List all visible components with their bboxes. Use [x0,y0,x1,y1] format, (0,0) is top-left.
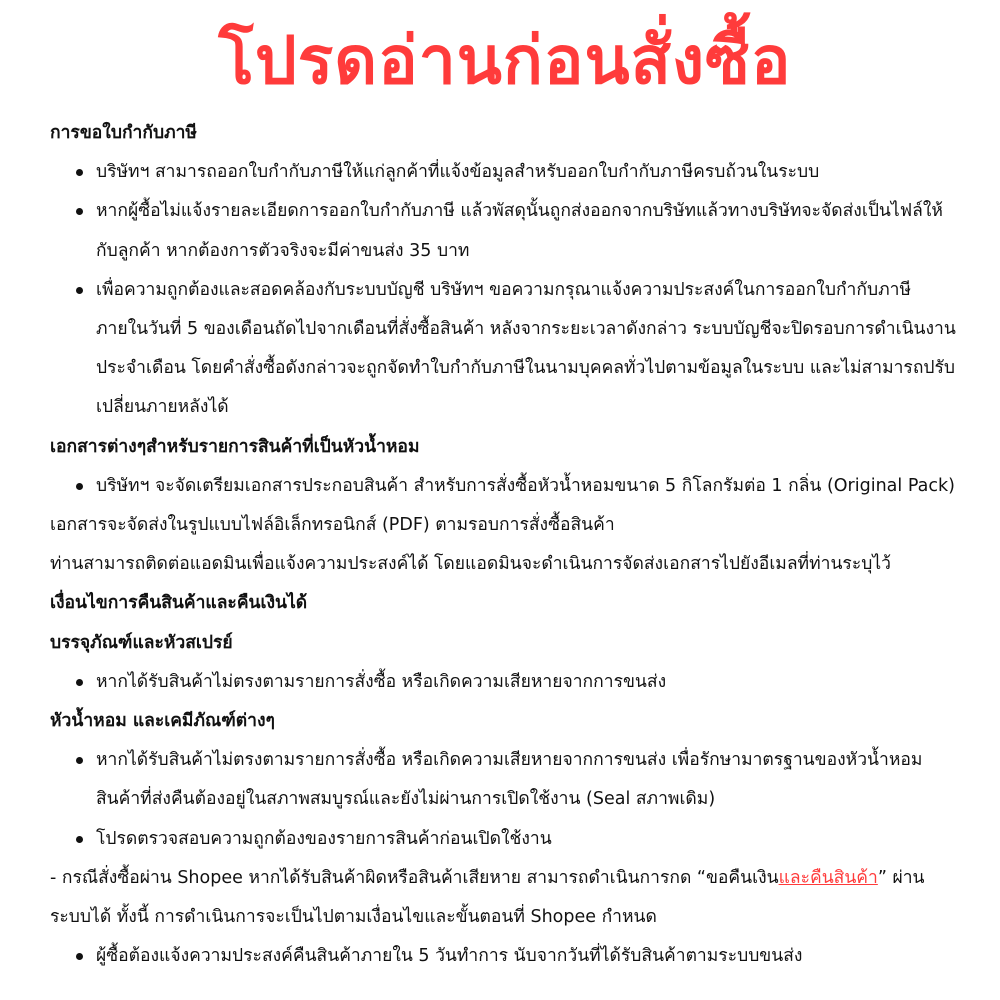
list-item: บริษัทฯ สามารถออกใบกำกับภาษีให้แก่ลูกค้าที่แจ้งข้อมูลสำหรับออกใบกำกับภาษีครบถ้วนในระบบ [96,153,960,192]
chemicals-heading: หัวน้ำหอม และเคมีภัณฑ์ต่างๆ [50,711,275,732]
shopee-return-text [50,859,960,937]
returns-heading: เงื่อนไขการคืนสินค้าและคืนเงินได้ [50,593,308,614]
list-item: โปรดตรวจสอบความถูกต้องของรายการสินค้าก่อนเปิดใช้งาน [96,820,960,859]
return-deadline-list [50,937,960,976]
chemicals-list [50,741,960,859]
tax-invoice-list [50,153,960,427]
packaging-list [50,663,960,702]
shopee-text-before: - กรณีสั่งซื้อผ่าน Shopee หากได้รับสินค้าผิดหรือสินค้าเสียหาย สามารถดำเนินการกด “ขอคืนเงิน [50,867,779,888]
list-item: บริษัทฯ จะจัดเตรียมเอกสารประกอบสินค้า สำหรับการสั่งซื้อหัวน้ำหอมขนาด 5 กิโลกรัมต่อ 1 กลิ่น (Original Pack) [96,467,960,506]
content [50,114,960,976]
return-product-link[interactable]: และคืนสินค้า [778,867,878,888]
perfume-docs-heading: เอกสารต่างๆสำหรับรายการสินค้าที่เป็นหัวน้ำหอม [50,436,420,457]
packaging-heading: บรรจุภัณฑ์และหัวสเปรย์ [50,632,233,653]
perfume-docs-list [50,467,960,506]
tax-invoice-heading: การขอใบกำกับภาษี [50,123,197,143]
list-item: หากได้รับสินค้าไม่ตรงตามรายการสั่งซื้อ หรือเกิดความเสียหายจากการขนส่ง เพื่อรักษามาตรฐานของหัวน้ำหอมสินค้าที่ส่งคืนต้องอยู่ในสภาพสมบูรณ์และยังไม่ผ่านการเปิดใช้งาน (Seal สภาพเดิม) [96,741,960,819]
list-item: ผู้ซื้อต้องแจ้งความประสงค์คืนสินค้าภายใน 5 วันทำการ นับจากวันที่ได้รับสินค้าตามระบบขนส่ง [96,937,960,976]
list-item: หากผู้ซื้อไม่แจ้งรายละเอียดการออกใบกำกับภาษี แล้วพัสดุนั้นถูกส่งออกจากบริษัทแล้วทางบริษัทจะจัดส่งเป็นไฟล์ให้กับลูกค้า หากต้องการตัวจริงจะมีค่าขนส่ง 35 บาท [96,192,960,270]
list-item: เพื่อความถูกต้องและสอดคล้องกับระบบบัญชี บริษัทฯ ขอความกรุณาแจ้งความประสงค์ในการออกใบกำกับภาษีภายในวันที่ 5 ของเดือนถัดไปจากเดือนที่สั่งซื้อสินค้า หลังจากระยะเวลาดังกล่าว ระบบบัญชีจะปิดรอบการดำเนินงานประจำเดือน โดยคำสั่งซื้อดังกล่าวจะถูกจัดทำใบกำกับภาษีในนามบุคคลทั่วไปตามข้อมูลในระบบ และไม่สามารถปรับเปลี่ยนภายหลังได้ [96,271,960,428]
list-item: หากได้รับสินค้าไม่ตรงตามรายการสั่งซื้อ หรือเกิดความเสียหายจากการขนส่ง [96,663,960,702]
shopee-text-after: ” ผ่านระบบได้ ทั้งนี้ การดำเนินการจะเป็นไปตามเงื่อนไขและขั้นตอนที่ Shopee กำหนด [50,867,925,928]
perfume-docs-contact-text: ท่านสามารถติดต่อแอดมินเพื่อแจ้งความประสงค์ได้ โดยแอดมินจะดำเนินการจัดส่งเอกสารไปยังอีเมลที่ท่านระบุไว้ [50,554,891,575]
page-title: โปรดอ่านก่อนสั่งซื้อ [218,22,792,99]
perfume-docs-format-text: เอกสารจะจัดส่งในรูปแบบไฟล์อิเล็กทรอนิกส์ (PDF) ตามรอบการสั่งซื้อสินค้า [50,515,615,536]
